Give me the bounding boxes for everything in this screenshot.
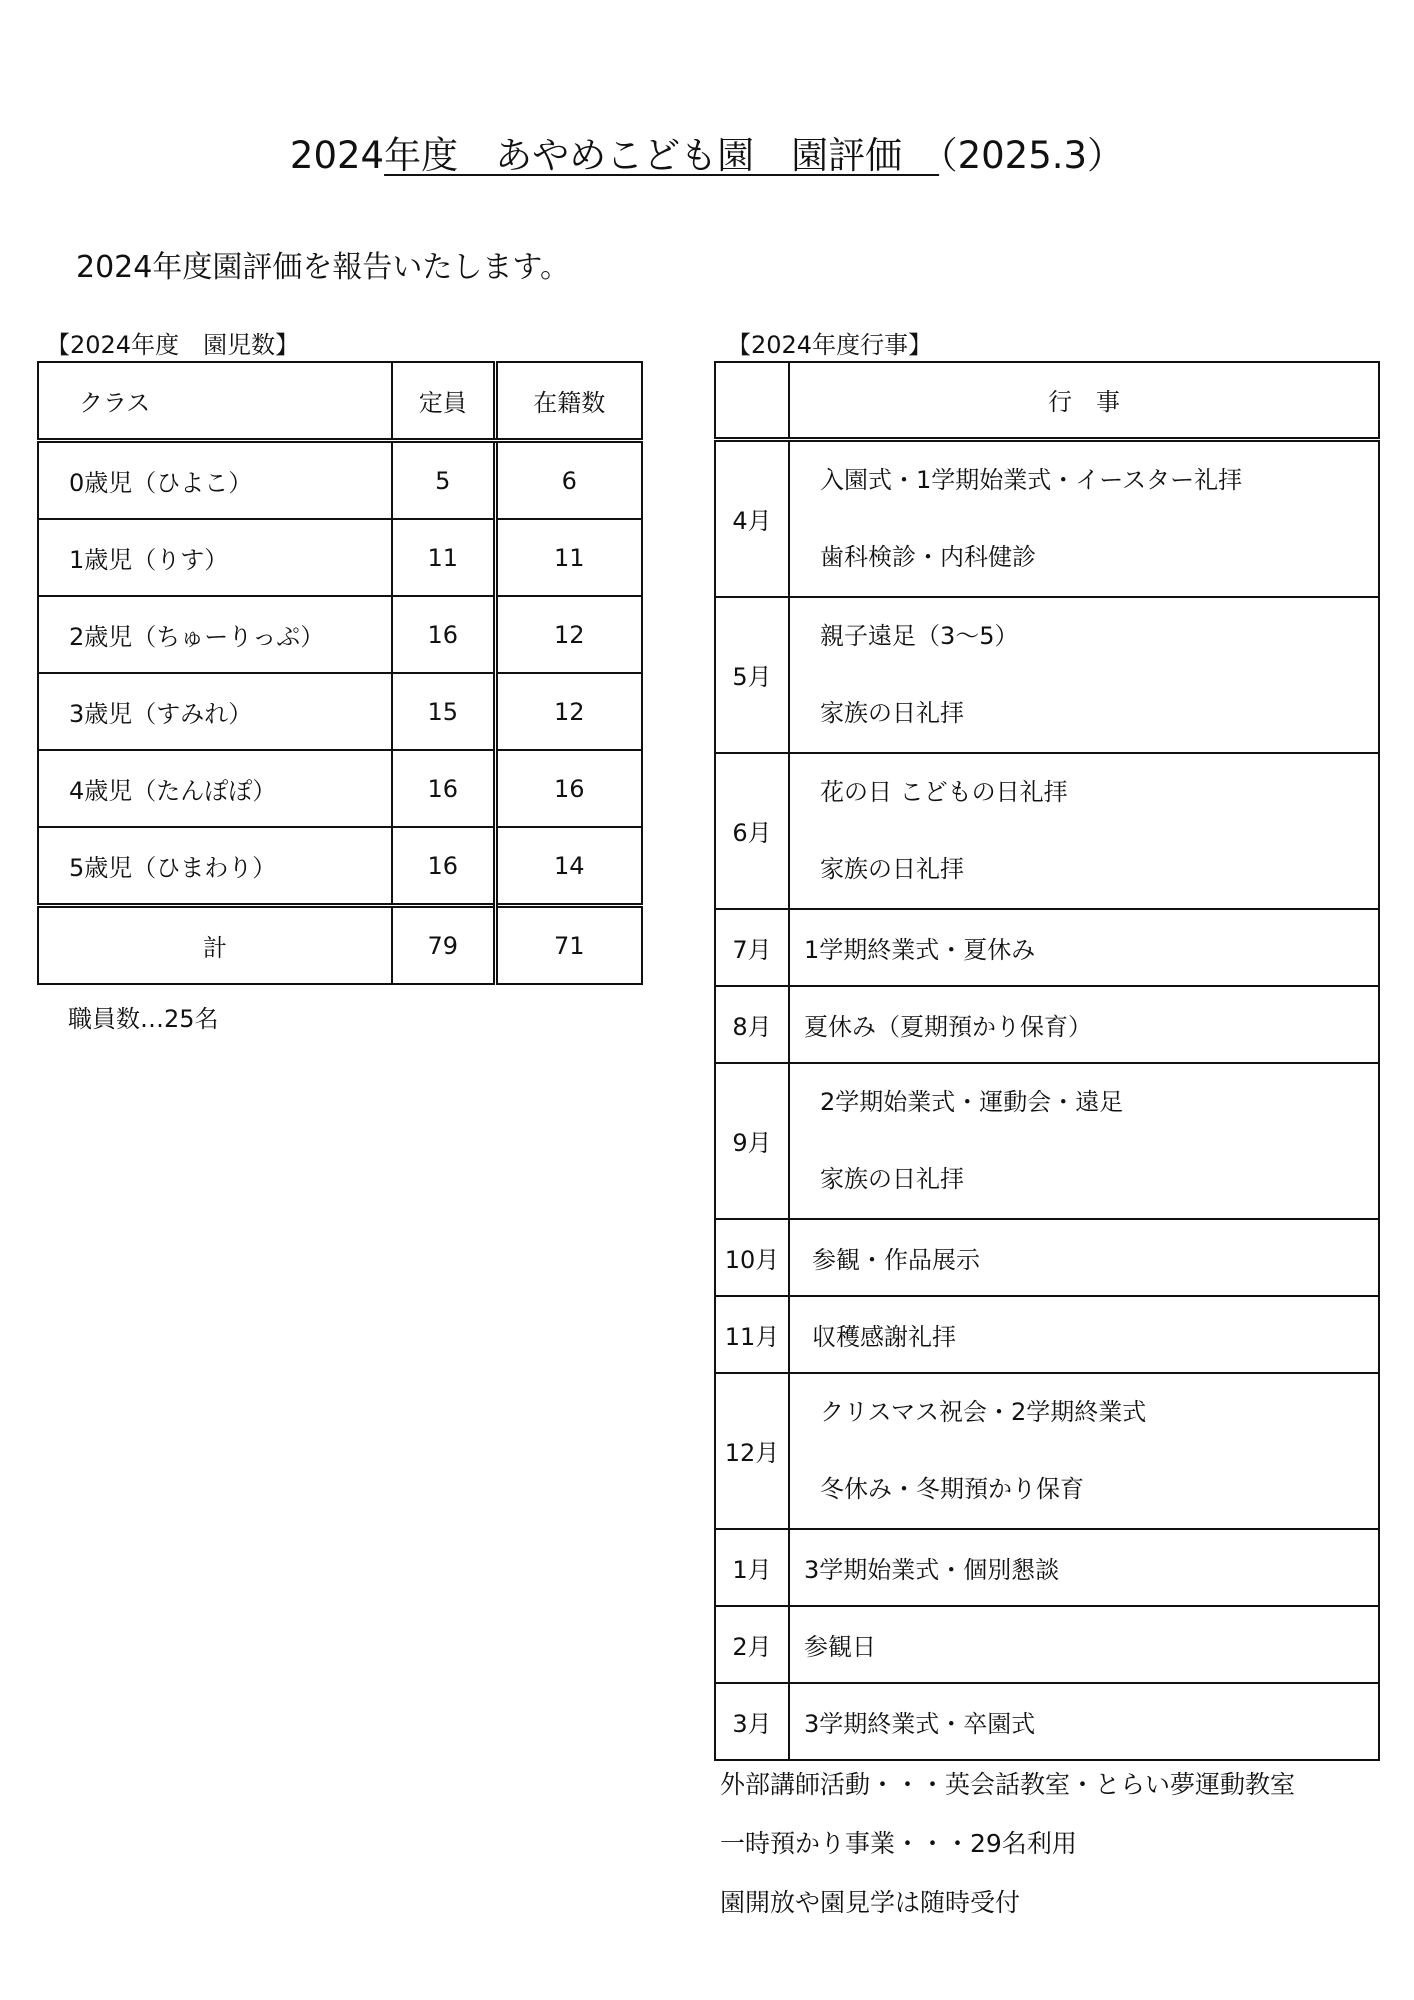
- events-header-row: [715, 362, 1379, 439]
- month-cell: 7月: [715, 909, 789, 986]
- events-table: [714, 361, 1380, 1761]
- title-main: 年度 あやめこども園 園評価: [384, 134, 940, 177]
- total-capacity: 79: [392, 906, 495, 985]
- event-cell: 1学期終業式・夏休み: [789, 909, 1379, 986]
- table-row: [715, 1373, 1379, 1529]
- enrolled-cell: 12: [495, 596, 642, 673]
- event-item: 家族の日礼拝: [820, 1164, 964, 1193]
- class-name: 2歳児（ちゅーりっぷ）: [38, 596, 392, 673]
- header-month-blank: [715, 362, 789, 439]
- total-enrolled: 71: [495, 906, 642, 985]
- class-name: 1歳児（りす）: [38, 519, 392, 596]
- table-row: [38, 596, 642, 673]
- table-row: [715, 597, 1379, 753]
- note-open-visits: 園開放や園見学は随時受付: [720, 1888, 1021, 1917]
- table-row: [715, 1683, 1379, 1760]
- class-name: 4歳児（たんぽぽ）: [38, 750, 392, 827]
- table-row: [715, 1606, 1379, 1683]
- table-row: [38, 519, 642, 596]
- enrollment-table: [37, 361, 643, 985]
- month-cell: 6月: [715, 753, 789, 909]
- table-row: [715, 1529, 1379, 1606]
- enrolled-cell: 14: [495, 827, 642, 906]
- month-cell: 11月: [715, 1296, 789, 1373]
- event-item: クリスマス祝会・2学期終業式: [820, 1397, 1147, 1426]
- table-row: [715, 1296, 1379, 1373]
- total-row: [38, 906, 642, 985]
- capacity-cell: 11: [392, 519, 495, 596]
- total-label: 計: [38, 906, 392, 985]
- table-row: [715, 986, 1379, 1063]
- month-cell: 5月: [715, 597, 789, 753]
- title-year: 2024: [289, 134, 385, 177]
- table-row: [38, 441, 642, 520]
- month-cell: 1月: [715, 1529, 789, 1606]
- table-row: [38, 673, 642, 750]
- capacity-cell: 5: [392, 441, 495, 520]
- event-cell: 参観・作品展示: [789, 1219, 1379, 1296]
- event-item: 家族の日礼拝: [820, 698, 964, 727]
- events-caption: 【2024年度行事】: [727, 331, 933, 359]
- header-events: 行 事: [789, 362, 1379, 439]
- event-cell: [789, 1373, 1379, 1529]
- event-item: 親子遠足（3〜5）: [820, 621, 1019, 650]
- event-cell: 参観日: [789, 1606, 1379, 1683]
- class-name: 5歳児（ひまわり）: [38, 827, 392, 906]
- class-name: 0歳児（ひよこ）: [38, 441, 392, 520]
- month-cell: 3月: [715, 1683, 789, 1760]
- intro-text: 2024年度園評価を報告いたします。: [76, 250, 570, 285]
- month-cell: 2月: [715, 1606, 789, 1683]
- staff-count: 職員数…25名: [68, 1005, 219, 1033]
- enrollment-caption: 【2024年度 園児数】: [46, 331, 300, 359]
- enrolled-cell: 12: [495, 673, 642, 750]
- note-temporary-care: 一時預かり事業・・・29名利用: [720, 1829, 1077, 1858]
- capacity-cell: 16: [392, 827, 495, 906]
- table-row: [38, 750, 642, 827]
- event-cell: 夏休み（夏期預かり保育）: [789, 986, 1379, 1063]
- header-enrolled: 在籍数: [495, 362, 642, 441]
- header-capacity: 定員: [392, 362, 495, 441]
- class-name: 3歳児（すみれ）: [38, 673, 392, 750]
- capacity-cell: 16: [392, 750, 495, 827]
- enrolled-cell: 6: [495, 441, 642, 520]
- event-item: 冬休み・冬期預かり保育: [820, 1474, 1084, 1503]
- table-row: [715, 1063, 1379, 1219]
- table-row: [715, 439, 1379, 597]
- header-class: クラス: [38, 362, 392, 441]
- page-title: [0, 132, 1414, 180]
- enrollment-header-row: [38, 362, 642, 441]
- event-item: 2学期始業式・運動会・遠足: [820, 1087, 1124, 1116]
- capacity-cell: 15: [392, 673, 495, 750]
- table-row: [715, 909, 1379, 986]
- event-item: 入園式・1学期始業式・イースター礼拝: [820, 465, 1243, 494]
- event-item: 歯科検診・内科健診: [820, 542, 1036, 571]
- month-cell: 8月: [715, 986, 789, 1063]
- event-cell: 3学期始業式・個別懇談: [789, 1529, 1379, 1606]
- title-date: （2025.3）: [939, 134, 1125, 177]
- event-cell: 収穫感謝礼拝: [789, 1296, 1379, 1373]
- event-item: 家族の日礼拝: [820, 854, 964, 883]
- enrolled-cell: 11: [495, 519, 642, 596]
- notes: [720, 1765, 1295, 1942]
- event-cell: [789, 597, 1379, 753]
- month-cell: 10月: [715, 1219, 789, 1296]
- table-row: [715, 1219, 1379, 1296]
- event-item: 花の日 こどもの日礼拝: [820, 777, 1068, 806]
- month-cell: 12月: [715, 1373, 789, 1529]
- capacity-cell: 16: [392, 596, 495, 673]
- month-cell: 4月: [715, 439, 789, 597]
- table-row: [38, 827, 642, 906]
- event-cell: 3学期終業式・卒園式: [789, 1683, 1379, 1760]
- note-external-instructors: 外部講師活動・・・英会話教室・とらい夢運動教室: [720, 1770, 1296, 1799]
- month-cell: 9月: [715, 1063, 789, 1219]
- enrolled-cell: 16: [495, 750, 642, 827]
- table-row: [715, 753, 1379, 909]
- event-cell: [789, 753, 1379, 909]
- event-cell: [789, 1063, 1379, 1219]
- event-cell: [789, 439, 1379, 597]
